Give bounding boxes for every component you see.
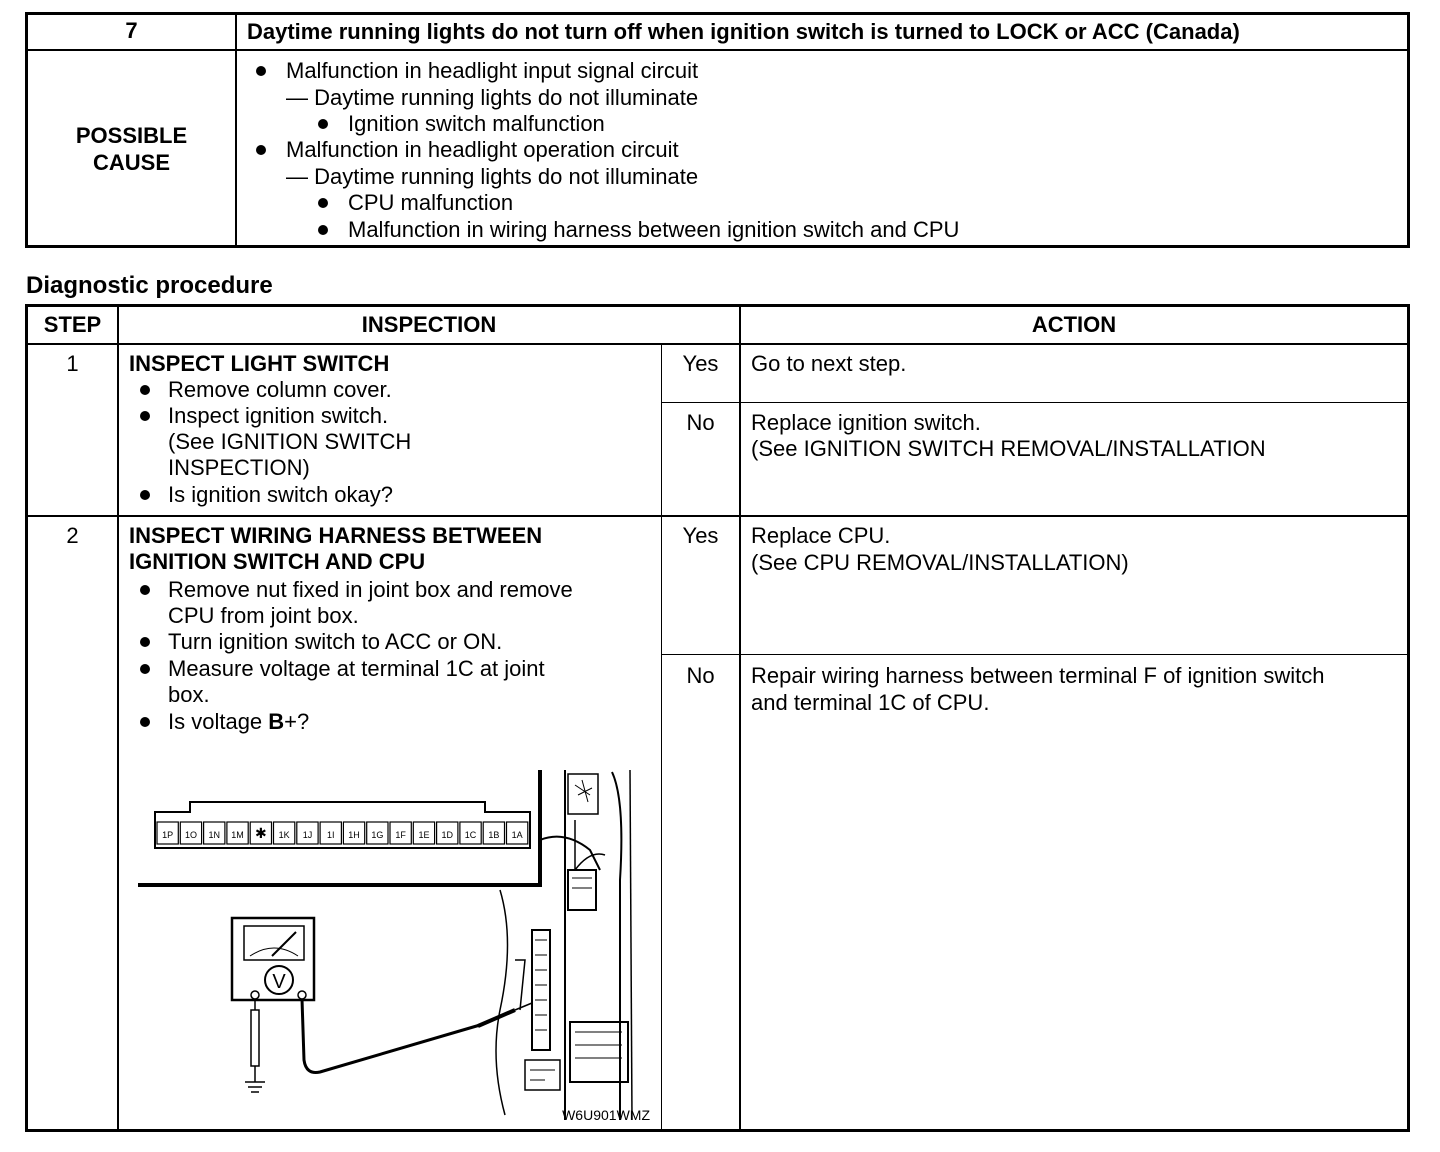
cause-line: — Daytime running lights do not illuminate [286, 164, 699, 189]
yes-label: Yes [682, 523, 719, 548]
terminal-label: 1K [278, 830, 290, 840]
trouble-number: 7 [125, 18, 138, 43]
step-bullet: (See IGNITION SWITCH [168, 429, 412, 454]
step-number: 1 [66, 351, 79, 376]
yes-label: Yes [682, 351, 719, 376]
yes-action: Replace CPU. [751, 523, 891, 548]
trouble-title: Daytime running lights do not turn off when ignition switch is turned to LOCK or ACC (Canada) [247, 19, 1240, 44]
step-bullet: Is ignition switch okay? [168, 482, 393, 507]
cause-line: CPU malfunction [348, 190, 514, 215]
step-bullet-voltage: Is voltage B+? [168, 709, 310, 734]
yes-action: Go to next step. [751, 351, 907, 376]
terminal-label: 1N [208, 830, 221, 840]
bullet-icon [140, 664, 150, 674]
terminal-label: 1I [326, 830, 335, 840]
step-number: 2 [66, 523, 79, 548]
yes-action: (See CPU REMOVAL/INSTALLATION) [751, 550, 1129, 575]
terminal-label: 1D [441, 830, 454, 840]
no-action: Repair wiring harness between terminal F of ignition switch [751, 663, 1325, 688]
terminal-label: 1F [395, 830, 406, 840]
meter-symbol: V [272, 971, 286, 993]
step-title: INSPECT LIGHT SWITCH [129, 351, 390, 376]
no-label: No [686, 663, 715, 688]
terminal-label: 1H [348, 830, 360, 840]
terminal-label: 1M [231, 830, 244, 840]
step-bullet: Remove nut fixed in joint box and remove [168, 577, 573, 602]
no-action: (See IGNITION SWITCH REMOVAL/INSTALLATION [751, 436, 1266, 461]
header-action: ACTION [1031, 312, 1117, 337]
terminal-row [157, 822, 528, 844]
step-bullet: CPU from joint box. [168, 603, 359, 628]
bullet-icon [318, 119, 328, 129]
step-bullet: Remove column cover. [168, 377, 392, 402]
bullet-icon [140, 637, 150, 647]
bullet-icon [140, 717, 150, 727]
terminal-label: 1C [464, 830, 477, 840]
header-inspection: INSPECTION [361, 312, 497, 337]
figure-code: W6U901WMZ [562, 1107, 650, 1123]
step-title: IGNITION SWITCH AND CPU [129, 549, 426, 574]
bullet-icon [318, 225, 328, 235]
step-bullet: Inspect ignition switch. [168, 403, 389, 428]
cause-line: Malfunction in headlight input signal circuit [286, 58, 699, 83]
cause-line: — Daytime running lights do not illuminate [286, 85, 699, 110]
cause-line: Malfunction in headlight operation circuit [286, 137, 679, 162]
terminal-label: 1E [418, 830, 430, 840]
terminal-label: 1O [184, 830, 197, 840]
cause-line: Ignition switch malfunction [348, 111, 605, 136]
step-bullet: INSPECTION) [168, 455, 310, 480]
bullet-icon [140, 385, 150, 395]
header-step: STEP [43, 312, 102, 337]
possible-cause-label-1: POSSIBLE [75, 123, 188, 148]
bullet-icon [140, 411, 150, 421]
step-title: INSPECT WIRING HARNESS BETWEEN [129, 523, 543, 548]
terminal-label: 1P [162, 830, 174, 840]
terminal-label: 1B [488, 830, 500, 840]
section-title: Diagnostic procedure [26, 272, 273, 299]
possible-cause-label-2: CAUSE [92, 150, 170, 175]
bullet-icon [140, 490, 150, 500]
terminal-label: ✱ [254, 825, 267, 841]
bullet-icon [256, 66, 266, 76]
terminal-label: 1G [371, 830, 384, 840]
cause-line: Malfunction in wiring harness between ignition switch and CPU [348, 217, 960, 242]
bullet-icon [256, 145, 266, 155]
no-label: No [686, 410, 715, 435]
no-action: Replace ignition switch. [751, 410, 981, 435]
step-bullet: Measure voltage at terminal 1C at joint [168, 656, 545, 681]
terminal-label: 1J [302, 830, 313, 840]
terminal-label: 1A [511, 830, 523, 840]
bullet-icon [140, 585, 150, 595]
bullet-icon [318, 198, 328, 208]
no-action: and terminal 1C of CPU. [751, 690, 990, 715]
step-bullet: box. [168, 682, 210, 707]
step-bullet: Turn ignition switch to ACC or ON. [168, 629, 503, 654]
joint-box-voltage-figure [120, 760, 660, 1128]
